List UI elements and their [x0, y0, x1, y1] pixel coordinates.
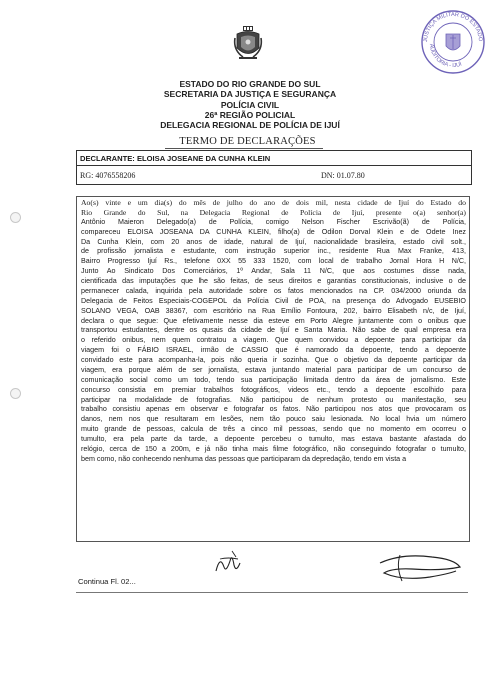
statement-line: cientificada das imputações que lhe são feitas, de seus direitos e garantias constitucionais, inclusive o de [81, 277, 466, 285]
military-justice-audit-stamp [417, 4, 489, 76]
statement-line: relógio, cerca de 150 a 200m, e já não tinha mais filme fotográfico, não conseguindo fotografar o tumulto, [81, 444, 466, 453]
declarant-name: DECLARANTE: ELOISA JOSEANE DA CUNHA KLEIN [80, 154, 271, 163]
header-region: 26ª REGIÃO POLICIAL [204, 109, 296, 120]
statement-line: viagem, era porque além de ser jornalista, estava juntando material para participar de um concurso de [81, 365, 466, 374]
statement-line: declara o que segue: Que efetivamente nesse dia esteve em Porto Alegre juntamente com o onibus que [81, 316, 466, 325]
statement-body [81, 198, 466, 465]
statement-line: Bairro Progresso Ijuí Rs., telefone 0XX 55 333 1520, com local de trabalho Jornal Hora H N/C, [81, 257, 466, 266]
statement-line: Junto Ao Sindicato Dos Comerciários, 1º Andar, Sala 11 N/C, que aos costumes disse nada, [81, 267, 466, 276]
statement-line: concurso consistia em premiar trabalhos fotográficos, videos etc., tendo a depoente escolhido para [81, 385, 466, 394]
punch-hole-mark [10, 388, 21, 399]
statement-line: convidado este para acompanha-la, pois não queria ir sozinha. Que o objetivo da depoente participar da [81, 356, 466, 364]
statement-line: tumulto, era pela parte da tarde, a depoente percebeu o tumulto, mas estava bastante afastada do [81, 435, 466, 443]
statement-line: Rio Grande do Sul, na Delegacia Regional de Polícia de Ijuí, presente o(a) senhor(a) [81, 207, 466, 217]
footer-rule [76, 592, 468, 593]
punch-hole-mark [10, 212, 21, 223]
statement-line: muito grande de pessoas, calcula de três a cinco mil pessoas, sendo que no momento em ocorreu o [81, 425, 466, 434]
header-police: POLÍCIA CIVIL [220, 99, 280, 110]
document-header [40, 79, 460, 130]
header-state: ESTADO DO RIO GRANDE DO SUL [179, 79, 321, 89]
continuation-note: Continua Fl. 02... [78, 577, 136, 586]
statement-line: viagem foi o FÁBIO ISRAEL, irmão de CASSIO que é namorado da depoente, tendo a depoente [81, 346, 466, 355]
statement-line: Da Cunha Klein, com 20 anos de idade, natural de Ijuí, nacionalidade brasileira, estado civil solt., [81, 237, 466, 246]
stamp-top-text: JUSTIÇA MILITAR DO ESTADO [422, 11, 484, 43]
statement-line: trabalho consistiu apenas em observar e fotografar os fatos. Não participou nos atos que provocaram os [81, 405, 466, 414]
declarant-birthdate: DN: 01.07.80 [321, 171, 365, 180]
statement-line: permanecer calada, inquirida pela autoridade sobre os fatos mencionados na CP. 034/2000 oriunda da [81, 286, 466, 295]
title-underline [165, 148, 323, 149]
document-title: TERMO DE DECLARAÇÕES [179, 136, 316, 147]
statement-line: bem como, não conhecendo nenhuma das pessoas que participaram da depredação, tendo em vista a [81, 454, 407, 463]
statement-line: compareceu ELOISA JOSEANA DA CUNHA KLEIN, filho(a) de Odilon Dorval Klein e de Odete Inez [81, 227, 466, 236]
statement-line: Antônio Maieron Delegado(a) de Polícia, comigo Nelson Fischer Escrivão(ã) de Polícia, [81, 217, 466, 226]
statement-line: transportou estudantes, dentre os qusais da cidade de Ijuí e Santa Maria. Não sabe de qual empresa era [81, 326, 466, 335]
stamp-bottom-text: AUDITORIA - IJUÍ [427, 43, 463, 70]
statement-line: Delegacia de Feitos Especiais-COGEPOL da Polícia Civil de POA, na presença do Advogado EUSEBIO [81, 296, 466, 305]
handwritten-initials-signature [210, 547, 254, 577]
statement-line: danos, nem nos que resultaram em lesões, nem tão pouco saiu lesionada. No local hvia um número [81, 415, 466, 424]
statement-line: participar na modalidade de fotografias. Não participou de nenhum protesto ou manifestação, seu [81, 395, 466, 404]
header-secretariat: SECRETARIA DA JUSTIÇA E SEGURANÇA [163, 89, 337, 100]
header-delegacia: DELEGACIA REGIONAL DE POLÍCIA DE IJUÍ [160, 120, 340, 131]
state-coat-of-arms-icon [233, 26, 263, 62]
statement-line: de profissão jornalista e estudante, com instrução superior inc., residente Rua Max Franke, 413, [81, 247, 466, 256]
statement-line: Ao(s) vinte e um dia(s) do mês de julho do ano de dois mil, nesta cidade de Ijuí do Estado do [81, 198, 466, 207]
declarant-info-box [76, 150, 472, 185]
statement-line: o referido onibus, nem quem contratou a viagem. Que quem convidou a depoente para participar da [81, 336, 466, 345]
statement-line: comunicação social como um todo, tendo sua participação limitada dentro da área de jornalismo. Este [81, 375, 466, 384]
statement-line: SOLANO VEGA, OAB 38367, com escritório na Rua Emílio Fontoura, 202, bairro Elisabeth n/c, de Ijuí, [81, 306, 466, 315]
handwritten-signature [372, 547, 467, 592]
declarant-rg: RG: 4076558206 [80, 171, 136, 180]
